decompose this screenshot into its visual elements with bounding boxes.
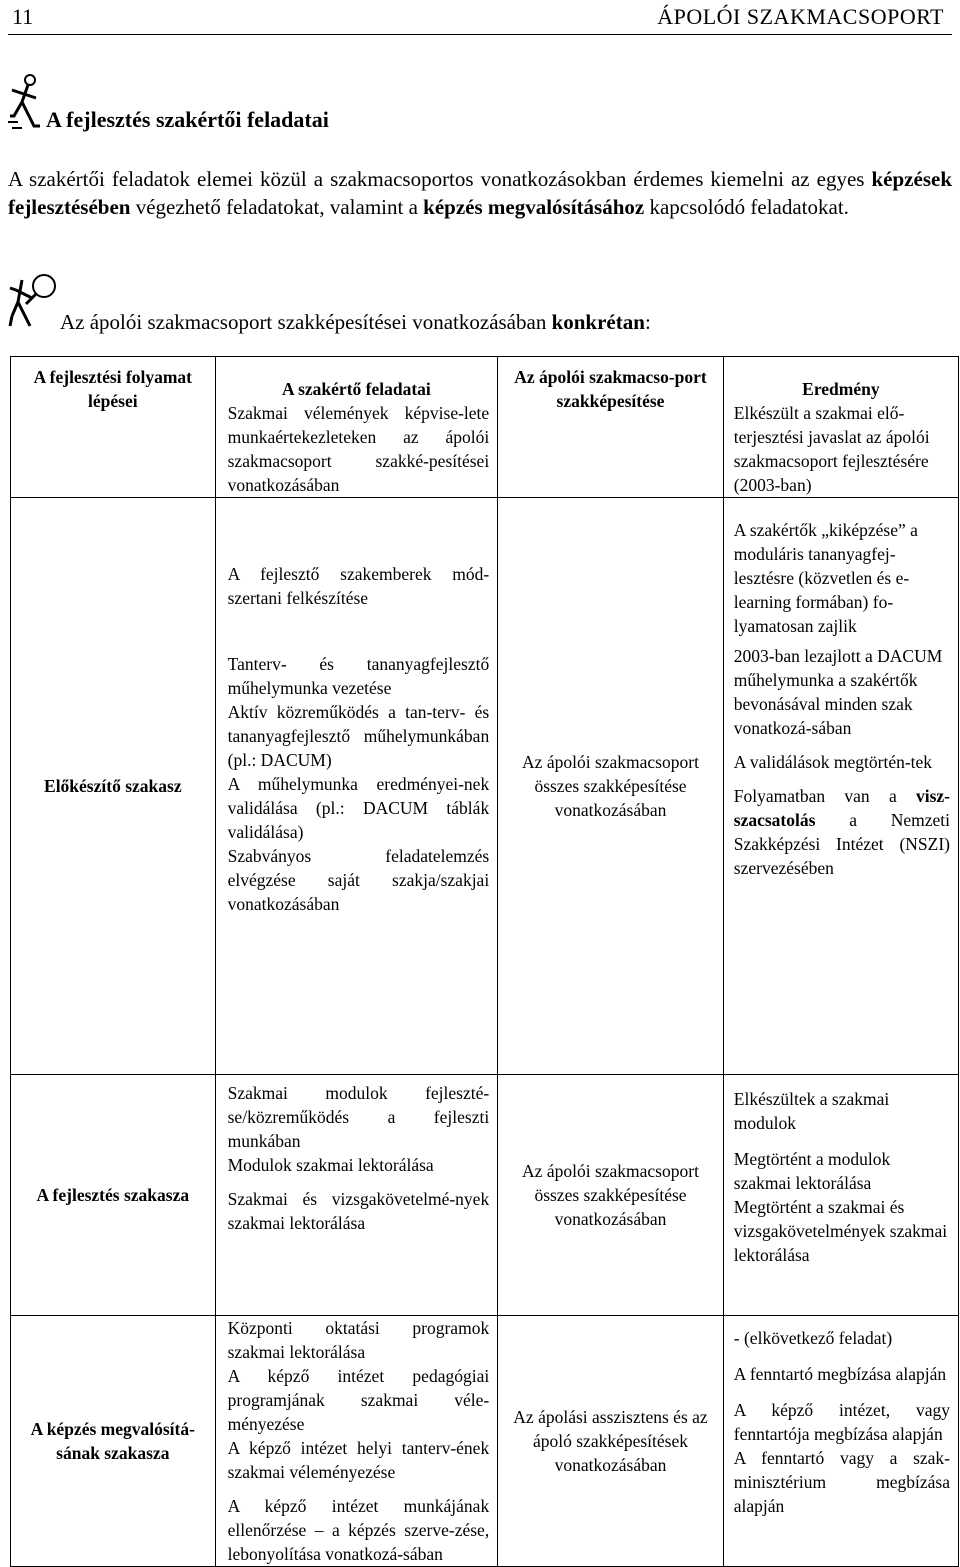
- results-cell: [723, 1316, 958, 1567]
- task-item: A fejlesztő szakemberek mód-szertani felkészítése: [227, 564, 490, 608]
- task-item: A műhelymunka eredményei-nek validálása (pl.: DACUM táblák validálása): [227, 774, 490, 842]
- tasks-cell: [215, 1075, 498, 1316]
- page-header: [8, 0, 952, 35]
- result-item: Folyamatban van a visz-szacsatolás a Nemzeti Szakképzési Intézet (NSZI) szervezésében: [733, 786, 950, 878]
- phase-cell: A fejlesztés szakasza: [11, 1075, 216, 1316]
- tasks-table: [10, 356, 959, 1567]
- concrete-line: Az ápolói szakmacsoport szakképesítései vonatkozásában konkrétan:: [60, 310, 651, 334]
- table-row-development: [11, 1075, 959, 1316]
- task-item: Tanterv- és tananyagfejlesztő műhelymunka vezetése: [227, 654, 490, 698]
- result-item: Megtörtént a szakmai és vizsgakövetelmények szakmai lektorálása: [733, 1197, 948, 1265]
- qualification-cell: Az ápolói szakmacsoport összes szakképesítése vonatkozásában: [498, 498, 724, 1075]
- intro-paragraph: A szakértői feladatok elemei közül a szakmacsoportos vonatkozásokban érdemes kiemelni az egyes képzések fejlesztésében végezhető feladatokat, valamint a képzés megvalósításához kapcsolódó feladatokat.: [8, 167, 952, 219]
- section-title: A fejlesztés szakértői feladatai: [46, 107, 329, 132]
- header-result: Eredmény Elkészült a szakmai elő-terjesztési javaslat az ápolói szakmacsoport fejlesztésére (2003-ban): [723, 357, 958, 498]
- table-row-preparation: [11, 498, 959, 1075]
- magnifier-figure-icon: [8, 268, 58, 332]
- task-item: Aktív közreműködés a tan-terv- és tananyagfejlesztő műhelymunkában (pl.: DACUM): [227, 702, 490, 770]
- phase-cell: Előkészítő szakasz: [11, 498, 216, 1075]
- result-item: Elkészült a szakmai elő-terjesztési javaslat az ápolói szakmacsoport fejlesztésére (2003-ban): [733, 403, 930, 495]
- result-item: 2003-ban lezajlott a DACUM műhelymunka a szakértők bevonásával minden szak vonatkozá-sában: [733, 646, 943, 738]
- tasks-cell: [215, 1316, 498, 1567]
- result-item: A fenntartó vagy a szak-minisztérium megbízása alapján: [733, 1448, 950, 1516]
- table-header-row: [11, 357, 959, 498]
- task-item: Szakmai vélemények képvise-lete munkaértekezleteken az ápolói szakmacsoport szakké-pesítései vonatkozásában: [227, 403, 490, 495]
- task-item: A képző intézet helyi tanterv-ének szakmai véleményezése: [227, 1438, 490, 1482]
- task-item: Központi oktatási programok szakmai lektorálása: [227, 1318, 490, 1362]
- group-title: ÁPOLÓI SZAKMACSOPORT: [657, 4, 944, 29]
- header-tasks: A szakértő feladatai Szakmai vélemények képvise-lete munkaértekezleteken az ápolói szakmacsoport szakké-pesítései vonatkozásában: [215, 357, 498, 498]
- result-item: A validálások megtörtén-tek: [733, 752, 933, 772]
- results-cell: [723, 1075, 958, 1316]
- table-row-implementation: [11, 1316, 959, 1567]
- result-item: A képző intézet, vagy fenntartója megbízása alapján: [733, 1400, 950, 1444]
- qualification-cell: Az ápolási asszisztens és az ápoló szakképesítések vonatkozásában: [498, 1316, 724, 1567]
- result-item: A szakértők „kiképzése” a moduláris tananyagfej-lesztésre (közvetlen és e-learning formában) fo-lyamatosan zajlik: [733, 520, 918, 636]
- running-figure-icon: [6, 72, 44, 132]
- header-steps: A fejlesztési folyamat lépései: [11, 357, 216, 498]
- task-item: Szabványos feladatelemzés elvégzése saját szakja/szakjai vonatkozásában: [227, 846, 490, 914]
- tasks-cell: [215, 498, 498, 1075]
- results-cell: [723, 498, 958, 1075]
- task-item: A képző intézet pedagógiai programjának szakmai véle-ményezése: [227, 1366, 490, 1434]
- task-item: A képző intézet munkájának ellenőrzése – a képzés szerve-zése, lebonyolítása vonatkozá-sában: [227, 1496, 490, 1564]
- result-item: A fenntartó megbízása alapján: [733, 1364, 947, 1384]
- task-item: Szakmai modulok fejleszté-se/közreműködés a fejleszti munkában: [227, 1083, 490, 1151]
- phase-cell: A képzés megvalósítá-sának szakasza: [11, 1316, 216, 1567]
- result-item: Elkészültek a szakmai modulok: [733, 1089, 890, 1133]
- page-number: 11: [12, 4, 34, 29]
- result-item: - (elkövetkező feladat): [733, 1328, 893, 1348]
- task-item: Szakmai és vizsgakövetelmé-nyek szakmai lektorálása: [227, 1189, 490, 1233]
- task-item: Modulok szakmai lektorálása: [227, 1155, 434, 1175]
- header-qualifications: Az ápolói szakmacso-port szakképesítése: [498, 357, 724, 498]
- qualification-cell: Az ápolói szakmacsoport összes szakképesítése vonatkozásában: [498, 1075, 724, 1316]
- result-item: Megtörtént a modulok szakmai lektorálása: [733, 1149, 891, 1193]
